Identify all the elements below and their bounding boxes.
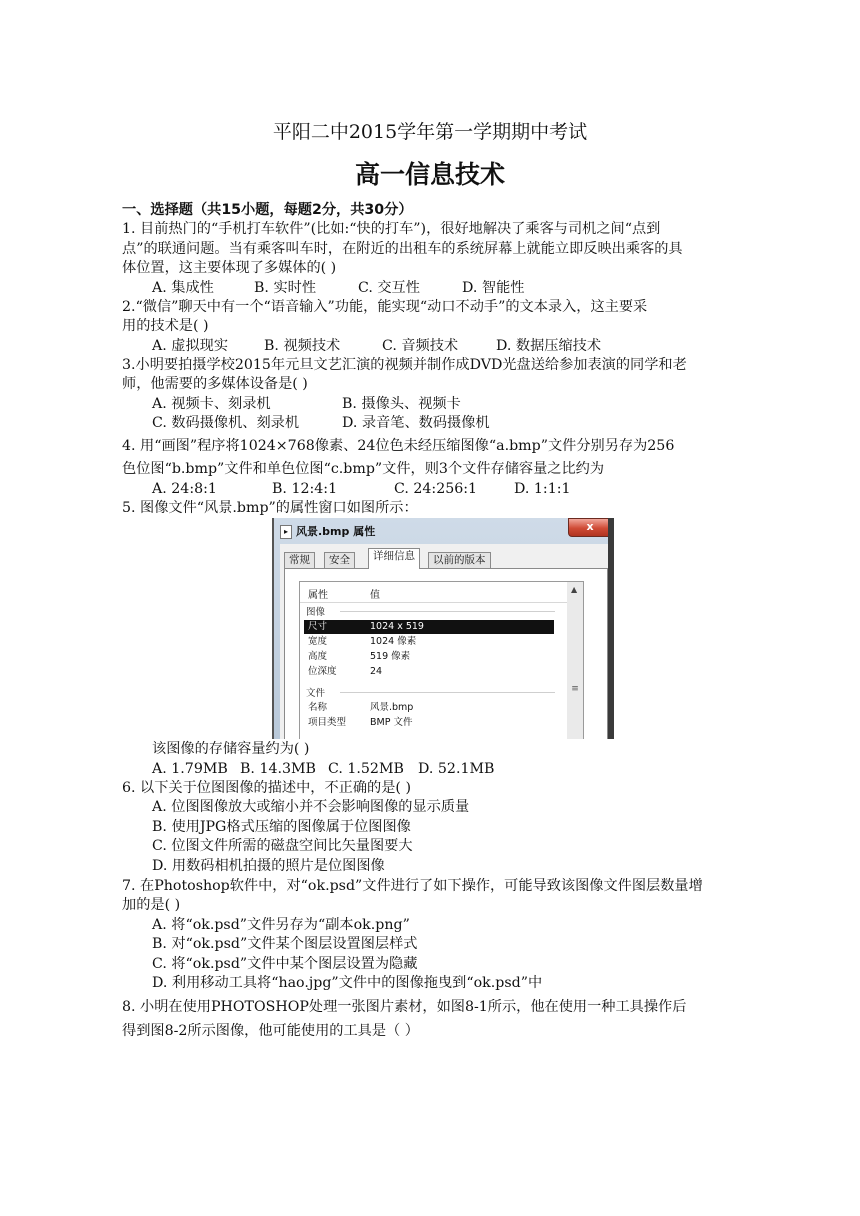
question-4-options — [152, 479, 772, 499]
question-6-option-b: B. 使用JPG格式压缩的图像属于位图图像 — [152, 819, 411, 835]
dialog-body — [280, 544, 610, 739]
property-value: 24 — [370, 666, 383, 677]
question-4-option-d: D. 1:1:1 — [514, 481, 571, 497]
question-4-option-c: C. 24:256:1 — [394, 481, 478, 497]
question-3-options-row-1 — [152, 394, 772, 414]
question-5-option-b: B. 14.3MB — [240, 761, 316, 777]
question-5-option-d: D. 52.1MB — [418, 761, 495, 777]
question-4-line-1: 4. 用“画图”程序将1024×768像素、24位色未经压缩图像“a.bmp”文件分别另存为256 — [122, 438, 675, 454]
question-1-option-a: A. 集成性 — [152, 280, 214, 296]
question-3-options-row-2 — [152, 413, 772, 433]
question-3-line-2: 师，他需要的多媒体设备是( ) — [122, 376, 308, 392]
property-row[interactable] — [304, 620, 554, 634]
column-header-value[interactable]: 值 — [370, 590, 380, 601]
question-5-stem: 该图像的存储容量约为( ) — [152, 741, 310, 757]
group-file: 文件 — [306, 688, 326, 699]
property-list-header — [300, 582, 568, 603]
question-7-option-d: D. 利用移动工具将“hao.jpg”文件中的图像拖曳到“ok.psd”中 — [152, 975, 543, 991]
question-2-line-2: 用的技术是( ) — [122, 318, 209, 334]
property-value: 519 像素 — [370, 651, 411, 662]
tab-general[interactable]: 常规 — [284, 552, 315, 568]
section-heading: 一、选择题（共15小题，每题2分，共30分） — [122, 202, 413, 218]
question-6-line-1: 6. 以下关于位图图像的描述中，不正确的是( ) — [122, 780, 412, 796]
question-6-option-a: A. 位图图像放大或缩小并不会影响图像的显示质量 — [152, 799, 470, 815]
property-name: 项目类型 — [308, 717, 347, 728]
question-1-line-3: 体位置，这主要体现了多媒体的( ) — [122, 260, 337, 276]
question-1-options — [152, 278, 772, 298]
property-value: 1024 x 519 — [370, 621, 424, 632]
property-row[interactable] — [304, 635, 554, 649]
question-4-line-2: 色位图“b.bmp”文件和单色位图“c.bmp”文件，则3个文件存储容量之比约为 — [122, 461, 605, 477]
question-5-options — [152, 759, 772, 779]
details-panel — [284, 568, 608, 739]
question-3-option-d: D. 录音笔、数码摄像机 — [342, 415, 490, 431]
question-5-option-a: A. 1.79MB — [152, 761, 228, 777]
question-4-option-a: A. 24:8:1 — [152, 481, 217, 497]
question-1-line-1: 1. 目前热门的“手机打车软件”(比如:“快的打车”)，很好地解决了乘客与司机之间“点到 — [122, 221, 661, 237]
question-1-option-b: B. 实时性 — [254, 280, 317, 296]
property-row[interactable] — [304, 650, 554, 664]
dialog-right-edge — [608, 518, 614, 739]
question-6-option-c: C. 位图文件所需的磁盘空间比矢量图要大 — [152, 838, 413, 854]
property-name: 名称 — [308, 702, 328, 713]
question-7-option-b: B. 对“ok.psd”文件某个图层设置图层样式 — [152, 936, 418, 952]
question-3-option-a: A. 视频卡、刻录机 — [152, 396, 271, 412]
question-2-option-a: A. 虚拟现实 — [152, 338, 229, 354]
question-1-option-c: C. 交互性 — [358, 280, 420, 296]
question-3-option-b: B. 摄像头、视频卡 — [342, 396, 461, 412]
question-1-option-d: D. 智能性 — [462, 280, 525, 296]
property-name: 高度 — [308, 651, 328, 662]
property-row[interactable] — [304, 716, 554, 730]
question-3-line-1: 3.小明要拍摄学校2015年元旦文艺汇演的视频并制作成DVD光盘送给参加表演的同学和老 — [122, 357, 687, 373]
dialog-titlebar — [274, 518, 614, 544]
column-header-property[interactable]: 属性 — [308, 590, 328, 601]
question-8-line-2: 得到图8-2所示图像，他可能使用的工具是（ ） — [122, 1023, 419, 1039]
property-row[interactable] — [304, 701, 554, 715]
tab-security[interactable]: 安全 — [324, 552, 355, 568]
exam-title: 平阳二中2015学年第一学期期中考试 — [272, 121, 588, 143]
property-list-scrollbar[interactable] — [567, 581, 584, 739]
property-value: 1024 像素 — [370, 636, 417, 647]
properties-dialog-screenshot — [272, 518, 614, 739]
property-name: 位深度 — [308, 666, 337, 677]
question-2-options — [152, 336, 772, 356]
tab-details[interactable]: 详细信息 — [368, 548, 420, 569]
group-divider — [340, 611, 555, 612]
question-2-option-d: D. 数据压缩技术 — [496, 338, 602, 354]
dialog-close-button[interactable]: x — [568, 518, 612, 537]
question-2-line-1: 2.“微信”聊天中有一个“语音输入”功能，能实现“动口不动手”的文本录入，这主要采 — [122, 299, 648, 315]
question-2-option-b: B. 视频技术 — [264, 338, 341, 354]
property-name: 宽度 — [308, 636, 328, 647]
property-name: 尺寸 — [308, 621, 328, 632]
bmp-file-icon: ▸ — [280, 525, 292, 539]
question-1-line-2: 点”的联通问题。当有乘客叫车时，在附近的出租车的系统屏幕上就能立即反映出乘客的具 — [122, 241, 683, 257]
question-7-line-1: 7. 在Photoshop软件中，对“ok.psd”文件进行了如下操作，可能导致该图像文件图层数量增 — [122, 878, 703, 894]
dialog-title: 风景.bmp 属性 — [296, 525, 376, 538]
question-5-option-c: C. 1.52MB — [328, 761, 404, 777]
tab-previous-versions[interactable]: 以前的版本 — [428, 552, 491, 568]
question-4-option-b: B. 12:4:1 — [272, 481, 338, 497]
scroll-up-arrow-icon[interactable]: ▲ — [571, 585, 578, 594]
question-2-option-c: C. 音频技术 — [382, 338, 459, 354]
question-7-option-c: C. 将“ok.psd”文件中某个图层设置为隐藏 — [152, 956, 418, 972]
question-3-option-c: C. 数码摄像机、刻录机 — [152, 415, 300, 431]
question-8-line-1: 8. 小明在使用PHOTOSHOP处理一张图片素材，如图8-1所示，他在使用一种工具操作后 — [122, 999, 687, 1015]
question-6-option-d: D. 用数码相机拍摄的照片是位图图像 — [152, 858, 385, 874]
property-list[interactable] — [299, 581, 569, 739]
group-divider — [340, 692, 555, 693]
subject-title: 高一信息技术 — [354, 160, 505, 189]
question-5-line-1: 5. 图像文件“风景.bmp”的属性窗口如图所示： — [122, 500, 418, 516]
group-image: 图像 — [306, 607, 326, 618]
property-value: BMP 文件 — [370, 717, 413, 728]
scroll-grip-icon[interactable]: ≡ — [571, 684, 579, 694]
question-7-option-a: A. 将“ok.psd”文件另存为“副本ok.png” — [152, 917, 410, 933]
question-7-line-2: 加的是( ) — [122, 897, 181, 913]
property-row[interactable] — [304, 665, 554, 679]
property-value: 风景.bmp — [370, 702, 414, 713]
